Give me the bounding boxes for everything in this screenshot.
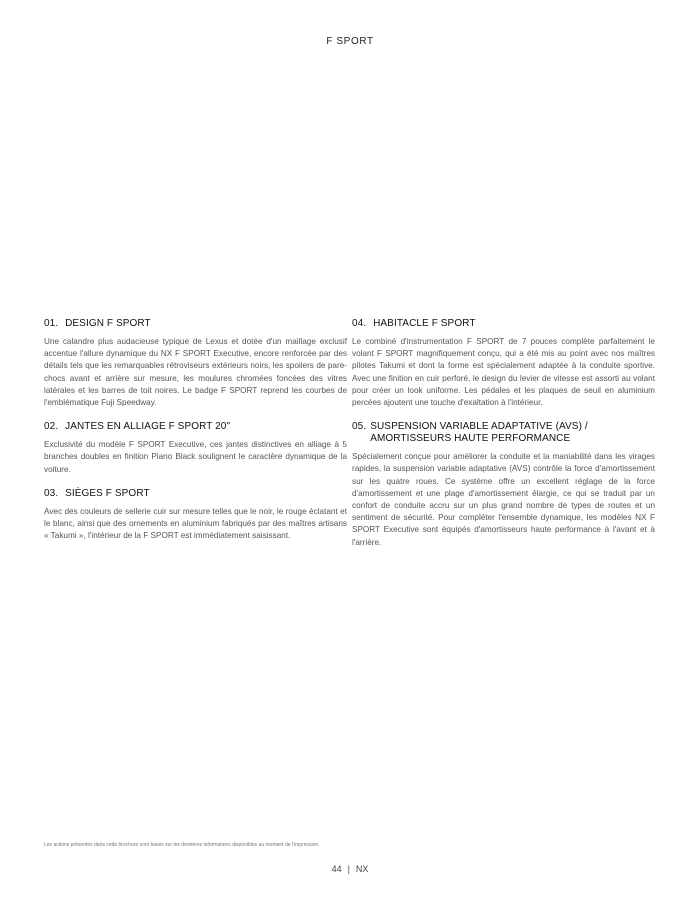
page-footer	[0, 864, 700, 874]
disclaimer-text: Les actions présentés dans cette brochure sont basés sur les dernières informations disponibles au moment de l'impression.	[44, 842, 320, 848]
section-title	[44, 488, 347, 500]
section-title	[352, 421, 655, 445]
section-habitacle	[352, 318, 655, 409]
section-body: Avec des couleurs de sellerie cuir sur mesure telles que le noir, le rouge éclatant et le blanc, ainsi que des ornements en aluminium fabriqués par des maîtres artisans « Takumi », l'intérieur de la F SPORT est immédiatement saisissant.	[44, 506, 347, 541]
section-number: 01.	[44, 318, 59, 329]
section-heading-line-1: SUSPENSION VARIABLE ADAPTATIVE (AVS) /	[370, 421, 588, 433]
model-name: NX	[355, 864, 369, 874]
section-body: Exclusivité du modèle F SPORT Executive, ces jantes distinctives en alliage à 5 branches doubles en finition Piano Black soulignent le caractère dynamique de la voiture.	[44, 440, 347, 474]
section-body: Spécialement conçue pour améliorer la conduite et la maniabilité dans les virages rapides, la suspension variable adaptative (AVS) contrôle la force d'amortissement sur les quatre roues. Ce système offre un excellent réglage de la force d'amortissement et une plage d'amortissement élargie, ce qui se traduit par un confort de conduite accru sur un plus grand nombre de types de routes et un sentiment de sécurité. Pour compléter l'ensemble dynamique, les modèles NX F SPORT Executive sont équipés d'amortisseurs haute performance à l'avant et à l'arrière.	[352, 452, 655, 547]
section-number: 02.	[44, 421, 59, 433]
section-number: 04.	[352, 318, 367, 329]
left-column	[44, 318, 347, 554]
section-number: 05.	[352, 421, 367, 433]
section-heading	[370, 421, 588, 445]
section-jantes	[44, 421, 347, 476]
section-title	[352, 318, 655, 330]
section-title	[44, 421, 347, 433]
section-heading-line-2: AMORTISSEURS HAUTE PERFORMANCE	[370, 433, 571, 445]
section-suspension	[352, 421, 655, 549]
section-design-f-sport	[44, 318, 347, 409]
section-heading: HABITACLE F SPORT	[373, 318, 476, 329]
section-number: 03.	[44, 487, 59, 499]
section-body: Le combiné d'instrumentation F SPORT de 7 pouces complète parfaitement le volant F SPORT magnifiquement conçu, qui a été mis au point avec nos maîtres pilotes Takumi et dont la forme est spécialement adaptée à la conduite sportive. Avec une finition en cuir perforé, le design du levier de vitesse est assorti au volant pour créer un look uniforme. Les pédales et les plaques de seuil en aluminium percées ajoutent une touche d'exaltation à l'intérieur.	[352, 337, 655, 408]
section-sieges	[44, 488, 347, 543]
footer-separator: |	[347, 864, 350, 874]
section-heading: SIÈGES F SPORT	[65, 487, 150, 499]
section-title	[44, 318, 347, 330]
section-heading: JANTES EN ALLIAGE F SPORT 20"	[65, 421, 231, 433]
section-body: Une calandre plus audacieuse typique de Lexus et dotée d'un maillage exclusif accentue l'allure dynamique du NX F SPORT Executive, encore renforcée par des détails tels que les remarquables rétroviseurs extérieurs noirs, les spoilers de pare-chocs avant et arrière sur mesure, les moulures chromées foncées des vitres latérales et les barres de toit noires. Le badge F SPORT reprend les courbes de l'emblématique Fuji Speedway.	[44, 337, 347, 408]
section-heading: DESIGN F SPORT	[65, 318, 151, 329]
page-number: 44	[331, 864, 342, 874]
right-column	[352, 318, 655, 561]
page-header-title: F SPORT	[326, 36, 374, 47]
